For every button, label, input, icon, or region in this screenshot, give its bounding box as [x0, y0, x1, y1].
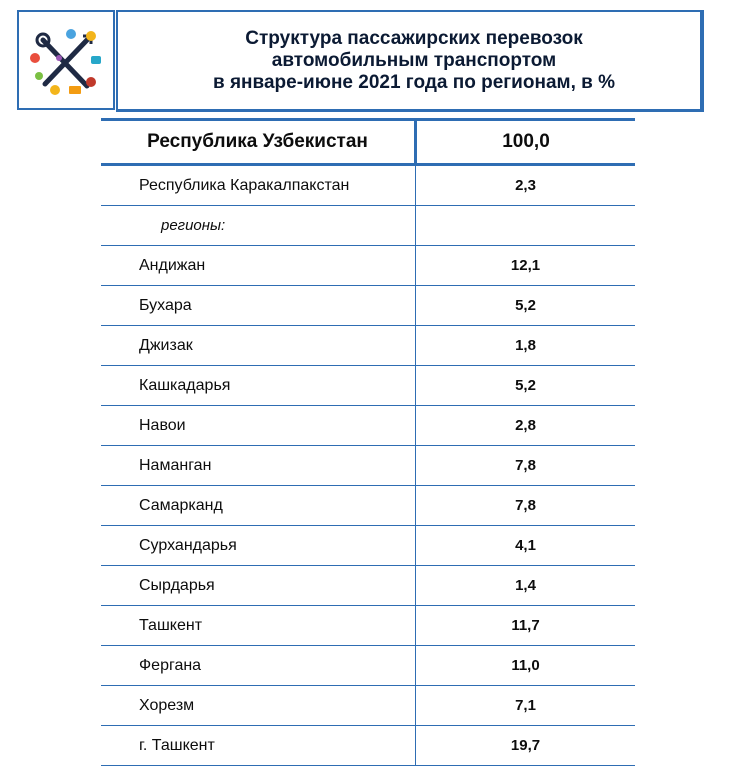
region-label: Навои: [101, 406, 416, 446]
table-row: [101, 486, 635, 526]
total-label: Республика Узбекистан: [101, 120, 416, 165]
region-label: Самарканд: [101, 486, 416, 526]
region-label: регионы:: [101, 206, 416, 246]
region-label: Наманган: [101, 446, 416, 486]
region-value: 7,1: [416, 686, 636, 726]
title-box: [116, 10, 704, 112]
region-value: 5,2: [416, 286, 636, 326]
region-value: 5,2: [416, 366, 636, 406]
table-row: [101, 406, 635, 446]
table-row: [101, 206, 635, 246]
table-row: [101, 246, 635, 286]
table-row: [101, 446, 635, 486]
region-value: 4,1: [416, 526, 636, 566]
table-header-row: [101, 120, 635, 165]
region-value: [416, 206, 636, 246]
region-label: Сырдарья: [101, 566, 416, 606]
region-value: 1,8: [416, 326, 636, 366]
region-label: Сурхандарья: [101, 526, 416, 566]
page-header: [17, 10, 705, 114]
region-value: 7,8: [416, 446, 636, 486]
region-label: Хорезм: [101, 686, 416, 726]
region-label: Андижан: [101, 246, 416, 286]
table-row: [101, 606, 635, 646]
region-value: 19,7: [416, 726, 636, 766]
total-value: 100,0: [416, 120, 636, 165]
table-row: [101, 366, 635, 406]
table-row: [101, 326, 635, 366]
region-value: 11,0: [416, 646, 636, 686]
region-value: 7,8: [416, 486, 636, 526]
tools-transport-icon: [29, 28, 105, 98]
region-label: Бухара: [101, 286, 416, 326]
region-label: г. Ташкент: [101, 726, 416, 766]
logo-box: [17, 10, 115, 110]
table-row: [101, 526, 635, 566]
region-value: 1,4: [416, 566, 636, 606]
regions-table: [101, 118, 635, 766]
region-label: Республика Каракалпакстан: [101, 165, 416, 206]
region-label: Ташкент: [101, 606, 416, 646]
region-value: 2,8: [416, 406, 636, 446]
region-label: Кашкадарья: [101, 366, 416, 406]
table-row: [101, 646, 635, 686]
region-value: 2,3: [416, 165, 636, 206]
region-label: Фергана: [101, 646, 416, 686]
region-value: 12,1: [416, 246, 636, 286]
table-row: [101, 726, 635, 766]
region-label: Джизак: [101, 326, 416, 366]
table-row: [101, 566, 635, 606]
region-value: 11,7: [416, 606, 636, 646]
table-row: [101, 286, 635, 326]
table-row: [101, 686, 635, 726]
table-row: [101, 165, 635, 206]
page-title: Структура пассажирских перевозок автомобильным транспортом в январе-июне 2021 года по регионам, в %: [213, 27, 615, 93]
